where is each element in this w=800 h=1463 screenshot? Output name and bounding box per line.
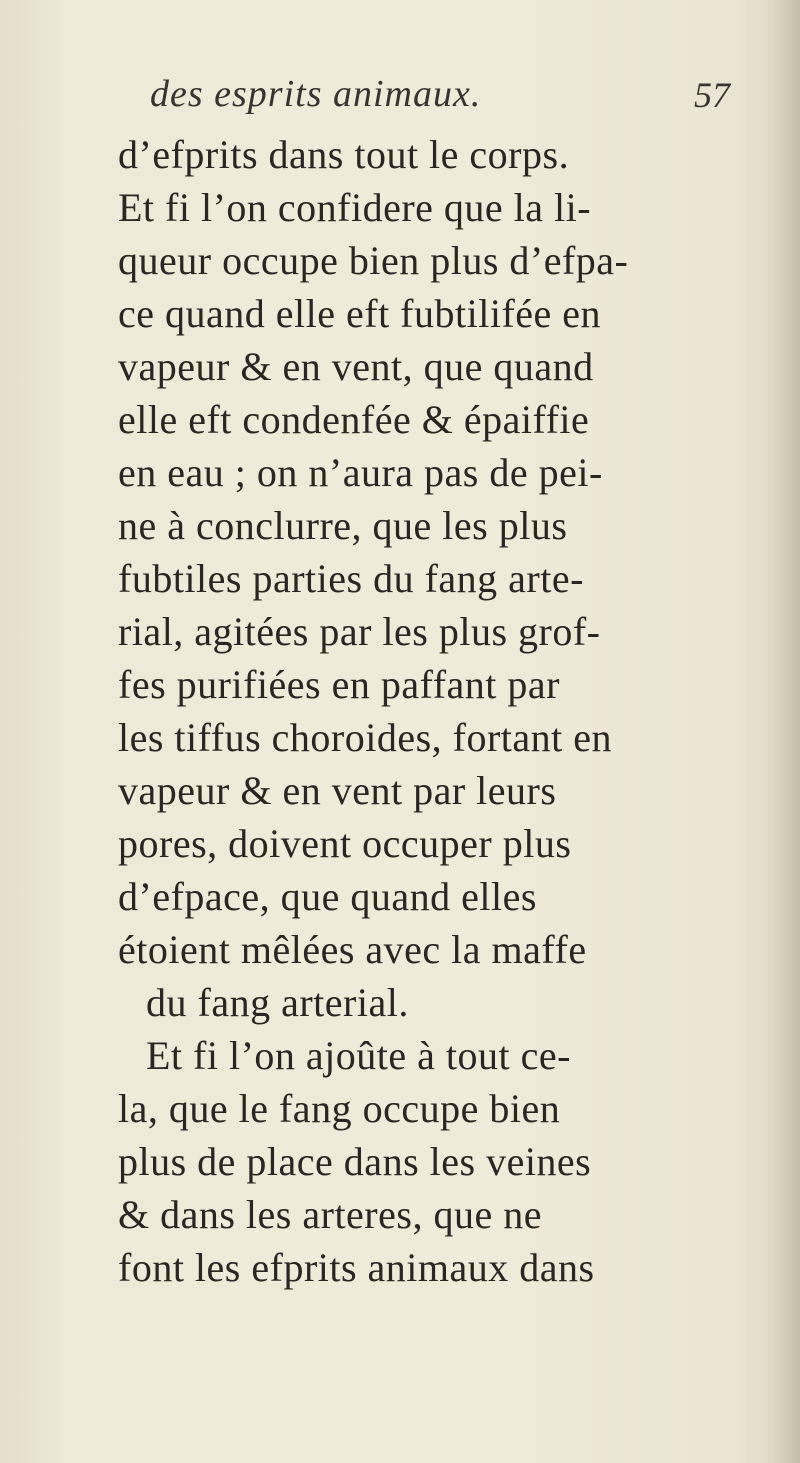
text-line: vapeur & en vent par leurs xyxy=(118,768,557,813)
paragraph-start-line: Et fi l’on ajoûte à tout ce- xyxy=(146,1033,571,1078)
text-line: vapeur & en vent, que quand xyxy=(118,344,594,389)
running-head xyxy=(150,72,730,122)
body-text xyxy=(118,128,758,1294)
text-line: du fang arterial. xyxy=(146,980,409,1025)
text-line: étoient mêlées avec la maffe xyxy=(118,927,587,972)
text-line: les tiffus choroides, fortant en xyxy=(118,715,613,760)
text-line: d’efpace, que quand elles xyxy=(118,874,537,919)
text-line: fes purifiées en paffant par xyxy=(118,662,560,707)
text-line: rial, agitées par les plus grof- xyxy=(118,609,601,654)
page-edge-shadow xyxy=(772,0,800,1463)
text-line: en eau ; on n’aura pas de pei- xyxy=(118,450,603,495)
text-line: & dans les arteres, que ne xyxy=(118,1192,542,1237)
text-line: elle eft condenfée & épaiffie xyxy=(118,397,590,442)
text-line: fubtiles parties du fang arte- xyxy=(118,556,584,601)
text-line: ne à conclurre, que les plus xyxy=(118,503,568,548)
page-number: 57 xyxy=(694,75,730,115)
running-head-title: des esprits animaux. xyxy=(150,73,482,115)
text-line: pores, doivent occuper plus xyxy=(118,821,572,866)
text-line: ce quand elle eft fubtilifée en xyxy=(118,291,602,336)
text-line: plus de place dans les veines xyxy=(118,1139,592,1184)
text-line: Et fi l’on confidere que la li- xyxy=(118,185,592,230)
text-line: queur occupe bien plus d’efpa- xyxy=(118,238,629,283)
text-line: la, que le fang occupe bien xyxy=(118,1086,561,1131)
text-line: d’efprits dans tout le corps. xyxy=(118,132,570,177)
text-line: font les efprits animaux dans xyxy=(118,1245,595,1290)
